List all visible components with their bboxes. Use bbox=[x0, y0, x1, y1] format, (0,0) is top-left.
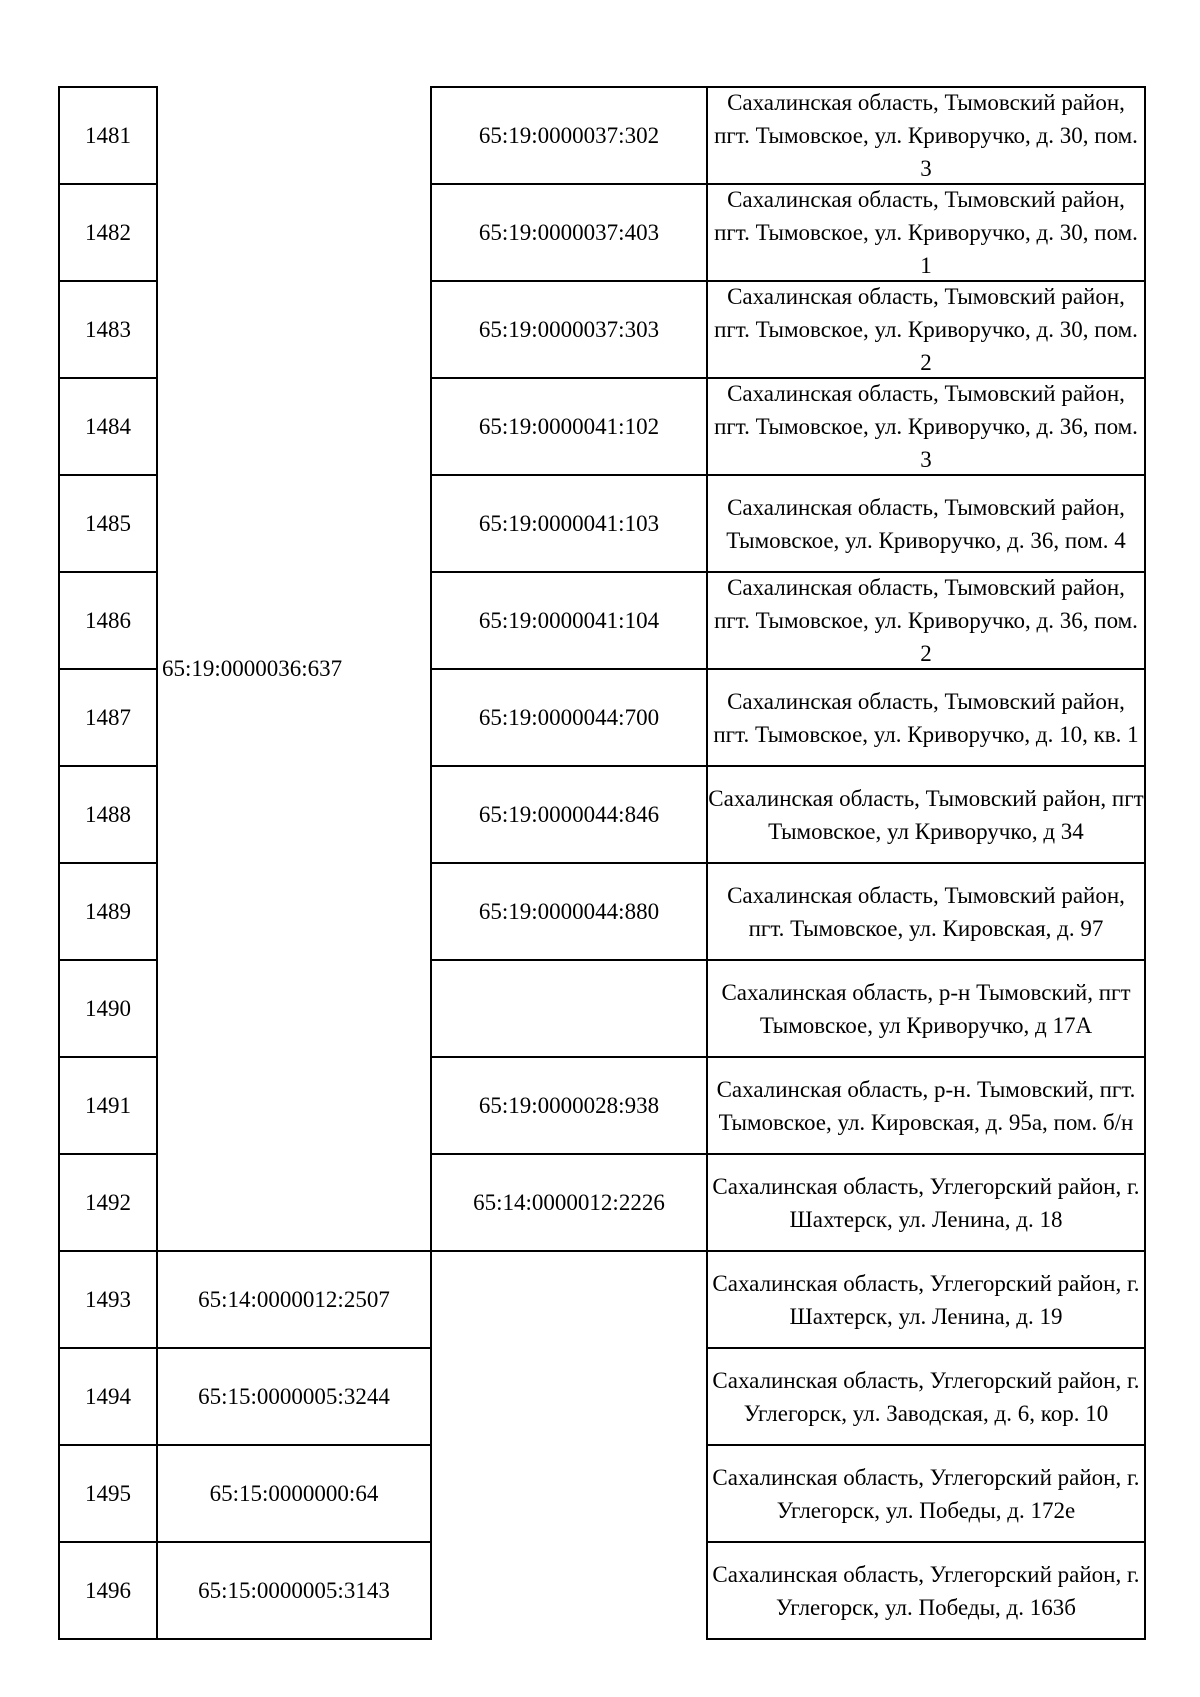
parcel-cell: 65:15:0000000:64 bbox=[156, 1444, 432, 1543]
row-number: 1492 bbox=[58, 1153, 158, 1252]
address-cell: Сахалинская область, Тымовский район, пгт. Тымовское, ул. Криворучко, д. 30, пом. 1 bbox=[706, 183, 1146, 282]
cadastral-cell: 65:19:0000028:938 bbox=[430, 1056, 708, 1155]
address-cell: Сахалинская область, Тымовский район, пгт Тымовское, ул Криворучко, д 34 bbox=[706, 765, 1146, 864]
cadastral-cell: 65:19:0000041:103 bbox=[430, 474, 708, 573]
row-number: 1496 bbox=[58, 1541, 158, 1640]
row-number: 1481 bbox=[58, 86, 158, 185]
row-number: 1490 bbox=[58, 959, 158, 1058]
row-number: 1485 bbox=[58, 474, 158, 573]
address-cell: Сахалинская область, Углегорский район, г. Углегорск, ул. Победы, д. 163б bbox=[706, 1541, 1146, 1640]
address-cell: Сахалинская область, Углегорский район, г. Углегорск, ул. Заводская, д. 6, кор. 10 bbox=[706, 1347, 1146, 1446]
row-number: 1495 bbox=[58, 1444, 158, 1543]
address-cell: Сахалинская область, Тымовский район, пгт. Тымовское, ул. Криворучко, д. 10, кв. 1 bbox=[706, 668, 1146, 767]
row-number: 1484 bbox=[58, 377, 158, 476]
row-number: 1494 bbox=[58, 1347, 158, 1446]
address-cell: Сахалинская область, р-н. Тымовский, пгт. Тымовское, ул. Кировская, д. 95а, пом. б/н bbox=[706, 1056, 1146, 1155]
address-cell: Сахалинская область, Тымовский район, пгт. Тымовское, ул. Криворучко, д. 30, пом. 2 bbox=[706, 280, 1146, 379]
cadastral-cell: 65:19:0000041:104 bbox=[430, 571, 708, 670]
address-cell: Сахалинская область, Тымовский район, пгт. Тымовское, ул. Криворучко, д. 36, пом. 3 bbox=[706, 377, 1146, 476]
parcel-cell: 65:14:0000012:2507 bbox=[156, 1250, 432, 1349]
row-number: 1483 bbox=[58, 280, 158, 379]
address-cell: Сахалинская область, Углегорский район, г. Шахтерск, ул. Ленина, д. 18 bbox=[706, 1153, 1146, 1252]
cadastral-cell: 65:19:0000037:303 bbox=[430, 280, 708, 379]
parcel-cell: 65:15:0000005:3244 bbox=[156, 1347, 432, 1446]
cadastral-cell: 65:19:0000041:102 bbox=[430, 377, 708, 476]
cadastral-cell: 65:19:0000037:403 bbox=[430, 183, 708, 282]
row-number: 1493 bbox=[58, 1250, 158, 1349]
cadastral-cell: 65:19:0000044:700 bbox=[430, 668, 708, 767]
empty-cadastral-block bbox=[430, 1250, 708, 1640]
row-number: 1486 bbox=[58, 571, 158, 670]
cadastral-cell: 65:19:0000037:302 bbox=[430, 86, 708, 185]
cadastral-cell: 65:19:0000044:880 bbox=[430, 862, 708, 961]
row-number: 1487 bbox=[58, 668, 158, 767]
address-cell: Сахалинская область, Углегорский район, г. Углегорск, ул. Победы, д. 172е bbox=[706, 1444, 1146, 1543]
row-number: 1491 bbox=[58, 1056, 158, 1155]
row-number: 1488 bbox=[58, 765, 158, 864]
address-cell: Сахалинская область, р-н Тымовский, пгт Тымовское, ул Криворучко, д 17А bbox=[706, 959, 1146, 1058]
cadastral-cell: 65:19:0000044:846 bbox=[430, 765, 708, 864]
row-number: 1482 bbox=[58, 183, 158, 282]
cadastral-cell: 65:14:0000012:2226 bbox=[430, 1153, 708, 1252]
merged-parcel-cell: 65:19:0000036:637 bbox=[156, 86, 432, 1252]
row-number: 1489 bbox=[58, 862, 158, 961]
cadastral-cell bbox=[430, 959, 708, 1058]
address-cell: Сахалинская область, Углегорский район, г. Шахтерск, ул. Ленина, д. 19 bbox=[706, 1250, 1146, 1349]
address-cell: Сахалинская область, Тымовский район, пгт. Тымовское, ул. Кировская, д. 97 bbox=[706, 862, 1146, 961]
parcel-cell: 65:15:0000005:3143 bbox=[156, 1541, 432, 1640]
address-cell: Сахалинская область, Тымовский район, пгт. Тымовское, ул. Криворучко, д. 30, пом. 3 bbox=[706, 86, 1146, 185]
address-cell: Сахалинская область, Тымовский район, пгт. Тымовское, ул. Криворучко, д. 36, пом. 2 bbox=[706, 571, 1146, 670]
address-cell: Сахалинская область, Тымовский район, Тымовское, ул. Криворучко, д. 36, пом. 4 bbox=[706, 474, 1146, 573]
